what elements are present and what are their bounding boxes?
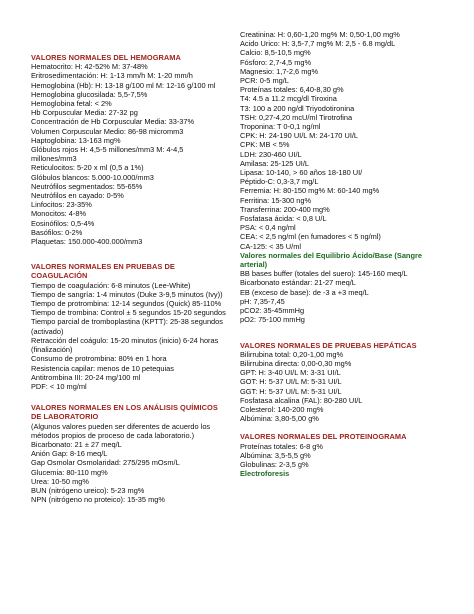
hemograma-section xyxy=(31,53,236,246)
value-line: Colesterol: 140-200 mg% xyxy=(240,404,324,414)
section-title: Valores normales del Equilibrio Ácido/Base (Sangre xyxy=(240,250,422,260)
value-line: pCO2: 35-45mmHg xyxy=(240,306,305,316)
coagulacion-section xyxy=(31,262,236,391)
value-line: CA-125: < 35 U/ml xyxy=(240,241,301,251)
value-line: Ferritina: 15-300 ng% xyxy=(240,195,312,205)
value-line: CEA: < 2,5 ng/ml (en fumadores < 5 ng/ml) xyxy=(240,232,381,242)
value-line: GOT: H: 5-37 UI/L M: 5-31 UI/L xyxy=(240,377,342,387)
value-line: T4: 4.5 a 11.2 mcg/dl Tiroxina xyxy=(240,94,337,104)
value-line: Calcio: 8,5-10,5 mg% xyxy=(240,48,311,58)
value-line: Lipasa: 10-140, > 60 años 18-180 UI/ xyxy=(240,168,363,178)
right-column xyxy=(240,30,460,478)
section-title: VALORES NORMALES EN PRUEBAS DE xyxy=(31,262,175,272)
value-line: Glóbulos blancos: 5.000-10.000/mm3 xyxy=(31,172,154,182)
value-line: Tiempo de sangría: 1-4 minutos (Duke 3-9,5 minutos (Ivy)) xyxy=(31,289,223,299)
section-title: VALORES NORMALES DEL HEMOGRAMA xyxy=(31,53,181,62)
value-line: Proteínas totales: 6,40-8,30 g% xyxy=(240,85,344,95)
value-line: pO2: 75-100 mmHg xyxy=(240,315,305,325)
left-column xyxy=(31,53,236,504)
value-line: GGT: H: 5-37 UI/L M: 5-31 UI/L xyxy=(240,386,342,396)
value-line: Neutrófilos segmentados: 55-65% xyxy=(31,181,143,191)
hepaticas-section xyxy=(240,341,460,424)
value-line: Consumo de protrombina: 80% en 1 hora xyxy=(31,354,167,364)
value-line: Proteínas totales: 6-8 g% xyxy=(240,441,323,451)
value-line: BB bases buffer (totales del suero): 145-160 meq/L xyxy=(240,269,408,279)
value-line: Tiempo de coagulación: 6-8 minutos (Lee-White) xyxy=(31,280,191,290)
value-line: pH: 7,35-7,45 xyxy=(240,296,285,306)
quimicos-continued xyxy=(240,30,460,251)
section-title: DE LABORATORIO xyxy=(31,412,99,422)
value-line: Anión Gap: 8-16 meq/L xyxy=(31,449,108,459)
hemograma-lines xyxy=(31,62,236,246)
value-line: Antitrombina III: 20-24 mg/100 ml xyxy=(31,372,141,382)
value-line: Resistencia capilar: menos de 10 petequias xyxy=(31,363,174,373)
value-line: CPK: MB < 5% xyxy=(240,140,290,150)
value-line: Hematocrito: H: 42-52% M: 37-48% xyxy=(31,62,148,72)
spacer xyxy=(240,423,460,432)
value-line: T3: 100 a 200 ng/dl Triyodotironina xyxy=(240,103,355,113)
value-line: Plaquetas: 150.000-400.000/mm3 xyxy=(31,237,143,247)
value-line: Magnesio: 1,7-2,6 mg% xyxy=(240,66,319,76)
value-line: Hb Corpuscular Media: 27-32 pg xyxy=(31,108,138,118)
value-line: Troponina: T 0-0,1 ng/ml xyxy=(240,122,321,132)
value-line: Hemoglobina (Hb): H: 13-18 g/100 ml M: 12-16 g/100 ml xyxy=(31,80,216,90)
value-line: Linfocitos: 23-35% xyxy=(31,200,92,210)
value-line: Monocitos: 4-8% xyxy=(31,209,87,219)
value-line: Retracción del coágulo: 15-20 minutos (inicio) 6-24 horas xyxy=(31,335,219,345)
value-line: Basófilos: 0-2% xyxy=(31,227,83,237)
value-line: EB (exceso de base): de -3 a +3 meq/L xyxy=(240,287,369,297)
value-line: Hemoglobina fetal: < 2% xyxy=(31,99,112,109)
value-line: LDH: 230-460 UI/L xyxy=(240,149,302,159)
value-line: millones/mm3 xyxy=(31,154,77,164)
section-title: VALORES NORMALES EN LOS ANÁLISIS QUÍMICOS xyxy=(31,403,218,413)
spacer xyxy=(31,246,236,262)
value-line: TSH: 0,27-4,20 mcU/ml Tirotrofina xyxy=(240,112,353,122)
value-line: Bilirrubina total: 0,20-1,00 mg% xyxy=(240,349,344,359)
value-line: Tiempo de protrombina: 12-14 segundos (Quick) 85-110% xyxy=(31,299,222,309)
value-line: Amilasa: 25-125 UI/L xyxy=(240,158,310,168)
value-line: Tiempo parcial de tromboplastina (KPTT): 25-38 segundos xyxy=(31,317,223,327)
section-title: VALORES NORMALES DEL PROTEINOGRAMA xyxy=(240,432,407,442)
value-line: Fósforo: 2,7-4,5 mg% xyxy=(240,57,312,67)
spacer xyxy=(31,391,236,403)
value-line: PDF: < 10 mg/ml xyxy=(31,381,87,391)
value-line: Eritrosedimentación: H: 1-13 mm/h M: 1-20 mm/h xyxy=(31,71,193,81)
value-line: NPN (nitrógeno no proteico): 15-35 mg% xyxy=(31,495,165,505)
quimicos-section xyxy=(31,403,236,504)
value-line: Eosinófilos: 0,5-4% xyxy=(31,218,95,228)
value-line: GPT: H: 3-40 UI/L M: 3-31 UI/L xyxy=(240,368,341,378)
value-line: Bicarbonato: 21 ± 27 meq/L xyxy=(31,439,122,449)
value-line: Bilirrubina directa: 0,00-0,30 mg% xyxy=(240,358,352,368)
value-line: Ferremia: H: 80-150 mg% M: 60-140 mg% xyxy=(240,186,380,196)
value-line: PCR: 0-5 mg/L xyxy=(240,76,289,86)
value-line: Albúmina: 3,5-5,5 g% xyxy=(240,450,311,460)
value-line: (activado) xyxy=(31,326,64,336)
value-line: BUN (nitrógeno ureico): 5-23 mg% xyxy=(31,485,145,495)
value-line: Péptido-C: 0,3-3,7 mg/L xyxy=(240,177,319,187)
value-line: Gap Osmolar Osmolaridad: 275/295 mOsm/L xyxy=(31,458,180,468)
section-title: arterial) xyxy=(240,260,268,270)
value-line: Creatinina: H: 0,60-1,20 mg% M: 0,50-1,00 mg% xyxy=(240,30,400,39)
acido-base-section xyxy=(240,251,460,325)
value-line: Fosfatasa alcalina (FAL): 80-280 UI/L xyxy=(240,395,363,405)
value-line: Volumen Corpuscular Medio: 86-98 micromm3 xyxy=(31,126,184,136)
value-line: PSA: < 0,4 ng/ml xyxy=(240,223,296,233)
value-line: Albúmina: 3,80-5,00 g% xyxy=(240,414,319,424)
electroforesis-subtitle: Electroforesis xyxy=(240,469,290,479)
value-line: Urea: 10-50 mg% xyxy=(31,476,89,486)
value-line: Concentración de Hb Corpuscular Media: 33-37% xyxy=(31,117,195,127)
spacer xyxy=(240,325,460,341)
value-line: Fosfatasa ácida: < 0,8 U/L xyxy=(240,214,327,224)
value-line: Globulinas: 2-3,5 g% xyxy=(240,459,309,469)
value-line: Glóbulos rojos H: 4,5-5 millones/mm3 M: 4-4,5 xyxy=(31,145,184,155)
value-line: (Algunos valores pueden ser diferentes de acuerdo los xyxy=(31,421,211,431)
value-line: Bicarbonato estándar: 21-27 meq/L xyxy=(240,278,356,288)
value-line: Acido Urico: H: 3,5-7,7 mg% M: 2,5 - 6.8 mg/dL xyxy=(240,39,396,49)
value-line: CPK: H: 24-190 UI/L M: 24-170 UI/L xyxy=(240,131,359,141)
value-line: Hemoglobina glucosilada: 5,5-7,5% xyxy=(31,89,148,99)
section-title: VALORES NORMALES DE PRUEBAS HEPÁTICAS xyxy=(240,340,417,350)
value-line: Glucemia: 80-110 mg% xyxy=(31,467,108,477)
value-line: Transferrina: 200-400 mg% xyxy=(240,204,330,214)
proteinograma-section xyxy=(240,432,460,478)
section-title: COAGULACIÓN xyxy=(31,271,88,281)
value-line: Tiempo de trombina: Control ± 5 segundos 15-20 segundos xyxy=(31,308,226,318)
value-line: métodos propios de proceso de cada laboratorio.) xyxy=(31,430,195,440)
value-line: Neutrófilos en cayado: 0-5% xyxy=(31,191,124,201)
value-line: Haptoglobina: 13-163 mg% xyxy=(31,135,121,145)
value-line: Reticulocitos: 5-20 x ml (0,5 a 1%) xyxy=(31,163,144,173)
value-line: (finalización) xyxy=(31,345,73,355)
